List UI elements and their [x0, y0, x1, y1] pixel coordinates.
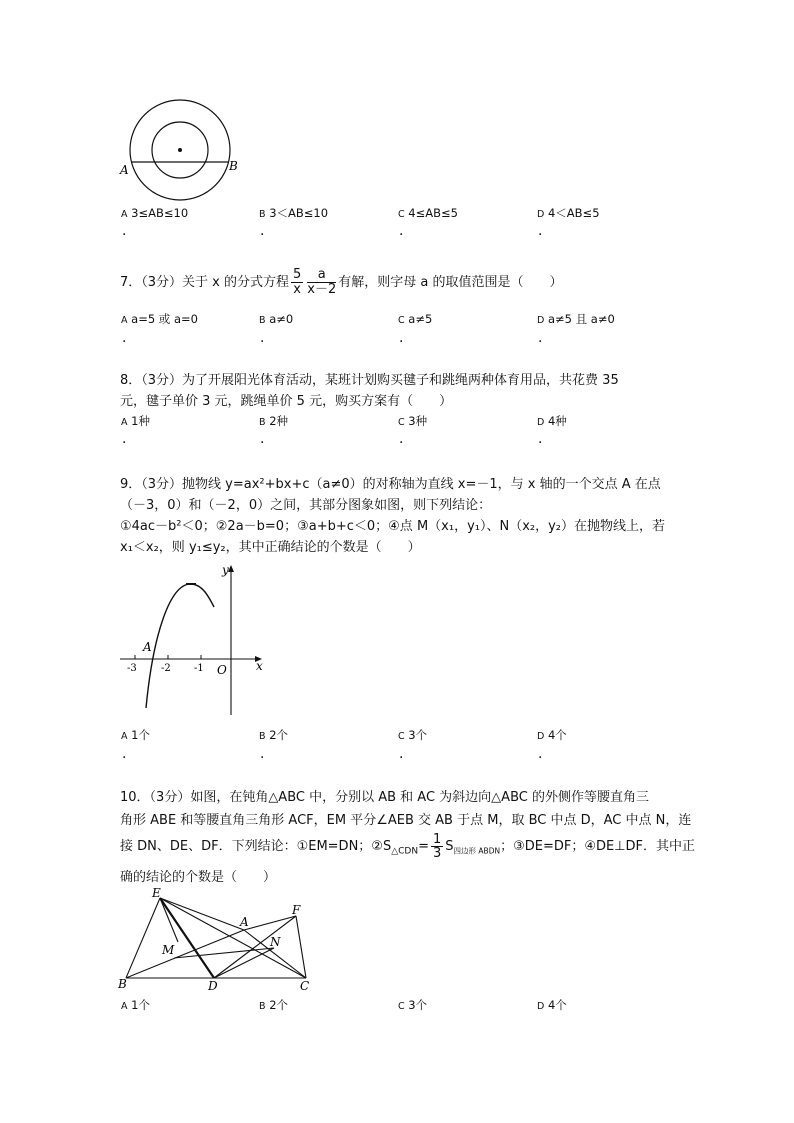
option-dot: .	[260, 746, 265, 762]
q8-option-a[interactable]: A 1种	[121, 414, 150, 428]
q9-option-c[interactable]: C 3个	[398, 728, 428, 742]
q10-option-c[interactable]: C 3个	[398, 998, 428, 1012]
q9-option-a[interactable]: A 1个	[121, 728, 150, 742]
q10-label-d: D	[208, 979, 218, 993]
q8-option-d[interactable]: D 4种	[537, 414, 567, 428]
q6-figure	[118, 92, 248, 207]
option-dot: .	[260, 223, 265, 239]
q6-option-c[interactable]: C 4≤AB≤5	[398, 206, 458, 220]
option-dot: .	[399, 746, 404, 762]
q10-label-b: B	[118, 977, 127, 991]
q10-figure	[116, 886, 321, 994]
option-dot: .	[538, 223, 543, 239]
q6-option-b[interactable]: B 3＜AB≤10	[259, 206, 329, 220]
q7-option-a[interactable]: A a=5 或 a=0	[121, 312, 198, 326]
q10-option-a[interactable]: A 1个	[121, 998, 150, 1012]
option-dot: .	[260, 330, 265, 346]
option-dot: .	[538, 330, 543, 346]
q6-option-a[interactable]: A 3≤AB≤10	[121, 206, 189, 220]
q8-option-c[interactable]: C 3种	[398, 414, 428, 428]
q6-label-a: A	[120, 163, 129, 177]
q10-label-m: M	[162, 943, 175, 957]
q10-fraction: $\frac{1}{3}$	[432, 832, 442, 861]
q6-option-d[interactable]: D 4＜AB≤5	[537, 206, 600, 220]
option-dot: .	[122, 431, 127, 447]
q7-option-b[interactable]: B a≠0	[259, 312, 294, 326]
q9-graph	[118, 560, 268, 718]
q6-label-b: B	[229, 159, 238, 173]
option-dot: .	[122, 330, 127, 346]
q9-stem: 9．（3分）抛物线 y=ax²+bx+c（a≠0）的对称轴为直线 x=－1，与 x 轴的一个交点 A 在点 （－3，0）和（－2，0）之间，其部分图象如图，则下列结论： ①4ac－b²＜0；②2a－b=0；③a+b+c＜0；④点 M（x₁，y₁）、N（x₂，y₂）在抛物线上，若 x₁＜x₂，则 y₁≤y₂，其中正确结论的个数是（ ）	[120, 477, 666, 555]
option-dot: .	[538, 746, 543, 762]
q7-option-c[interactable]: C a≠5	[398, 312, 433, 326]
option-dot: .	[399, 223, 404, 239]
q8-option-b[interactable]: B 2种	[259, 414, 289, 428]
parabola-graph	[118, 560, 268, 718]
option-dot: .	[399, 330, 404, 346]
q10-label-c: C	[300, 979, 310, 993]
q10-option-d[interactable]: D 4个	[537, 998, 567, 1012]
q9-point-a-label: A	[143, 640, 152, 654]
q10-label-n: N	[270, 935, 281, 949]
q10-option-b[interactable]: B 2个	[259, 998, 289, 1012]
q10-label-a: A	[240, 915, 249, 929]
option-dot: .	[122, 223, 127, 239]
q9-y-label: y	[222, 563, 229, 577]
q8-stem: 8．（3分）为了开展阳光体育活动，某班计划购买毽子和跳绳两种体育用品，共花费 35 元，毽子单价 3 元，跳绳单价 5 元，购买方案有（ ）	[120, 373, 619, 409]
q9-origin-label: O	[217, 663, 227, 677]
q9-tick-label: -3	[127, 663, 137, 674]
q9-tick-label: -2	[161, 663, 171, 674]
q7-fraction-1: $\frac{5}{x}$	[293, 267, 302, 297]
q10-label-e: E	[152, 886, 161, 900]
q10-label-f: F	[292, 903, 301, 917]
option-dot: .	[538, 431, 543, 447]
concentric-circles-diagram	[118, 92, 248, 207]
option-dot: .	[260, 431, 265, 447]
option-dot: .	[399, 431, 404, 447]
q9-x-label: x	[256, 659, 263, 673]
q7-fraction-2: $\frac{a}{x-2}$	[307, 267, 337, 297]
q9-tick-label: -1	[194, 663, 204, 674]
q7-option-d[interactable]: D a≠5 且 a≠0	[537, 312, 615, 326]
q7-stem: 7．（3分）关于 x 的分式方程 $\frac{5}{x}$ $\frac{a}{x-2}$ 有解，则字母 a 的取值范围是（ ）	[120, 267, 563, 297]
option-dot: .	[122, 746, 127, 762]
q9-option-d[interactable]: D 4个	[537, 728, 567, 742]
triangle-diagram	[116, 886, 321, 994]
q10-stem: 10．（3分）如图，在钝角△ABC 中，分别以 AB 和 AC 为斜边向△ABC 的外侧作等腰直角三 角形 ABE 和等腰直角三角形 ACF，EM 平分∠AEB 交 AB 于点 M，取 BC 中点 D，AC 中点 N，连 接 DN、DE、DF．下列结论：①EM=DN；$②S_{\triangle CDN}=$ $\frac{1}{3}$ $S_{四边形 ABDN}$；③DE=DF；④DE⊥DF．其中正 确的结论的个数是（ ）	[120, 790, 696, 885]
q9-option-b[interactable]: B 2个	[259, 728, 289, 742]
